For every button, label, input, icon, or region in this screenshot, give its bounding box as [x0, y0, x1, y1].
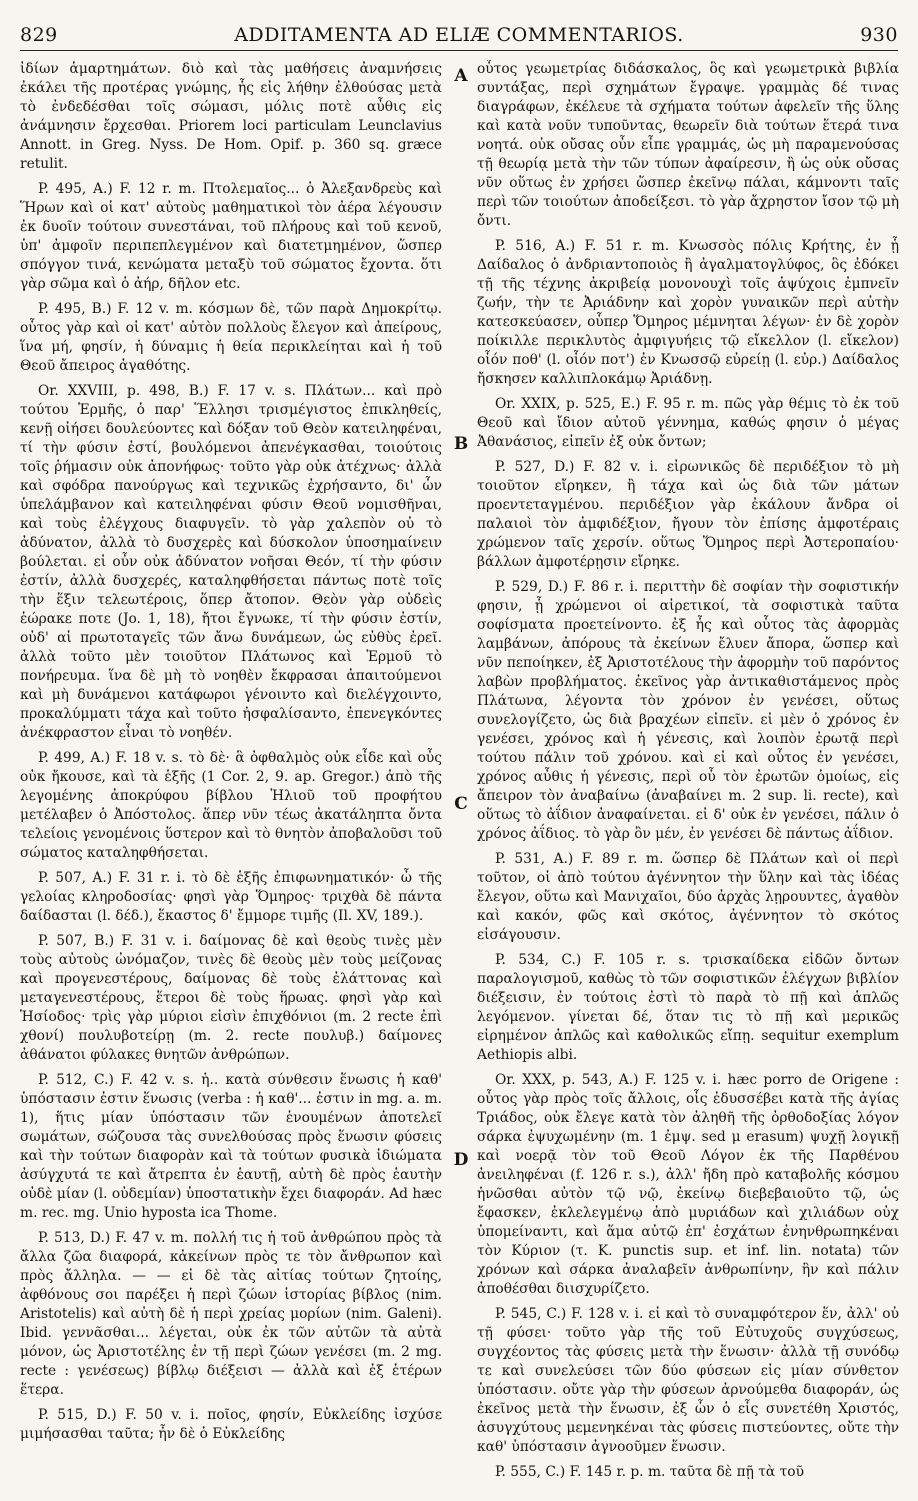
section-letter-d: D [453, 1150, 469, 1170]
paragraph: P. 545, C.) F. 128 v. i. εἰ καὶ τὸ συναμφότερον ἕν, ἀλλ' οὐ τῇ φύσει· τοῦτο γὰρ τῆς τοῦ Εὐτυχοῦς συγχύσεως, συγχέοντος τὰς φύσεις μετὰ τὴν ἕνωσιν· ἀλλὰ τῇ συνόδῳ τε καὶ συνελεύσει τῶν δύο φύσεων εἰς μίαν σύνθετον ὑπόστασιν. οὔτε γὰρ τὴν φύσεων ἀρνούμεθα διαφοράν, ὡς ἐκεῖνος μετὰ τὴν ἕνωσιν, ἐξ ὧν ὁ εἷς συνετέθη Χριστός, ἀσυγχύτους μεμενηκέναι τὰς φύσεις πιστεύοντες, οὔτε τὴν καθ' ὑπόστασιν ἀγνοοῦμεν ἕνωσιν. [477, 1306, 899, 1455]
paragraph: ἰδίων ἁμαρτημάτων. διὸ καὶ τὰς μαθήσεις ἀναμνήσεις ἐκάλει τῆς προτέρας γνώμης, ἧς εἰς λήθην ἐλθούσας μετὰ τὸ ἐνδεδέσθαι τοῖς σώμασι, μόλις ποτὲ αὖθις εἰς ἀνάμνησιν ἔρχεσθαι. Priorem loci particulam Leunclavius Annott. in Greg. Nyss. De Hom. Opif. p. 360 sq. græce retulit. [20, 61, 442, 172]
paragraph: P. 534, C.) F. 105 r. s. τρισκαίδεκα εἰδῶν ὄντων παραλογισμοῦ, καθὼς τὸ τῶν σοφιστικῶν ἐλέγχων βιβλίον διέξεισιν, ἐν τούτοις ἐστὶ τὸ παρὰ τὸ πῇ καὶ ἁπλῶς λεγόμενον. γίνεται δέ, ὅταν τις τὸ πῇ καὶ μερικῶς εἰρημένον ἁπλῶς καὶ καθολικῶς εἴπῃ. sequitur exemplum Aethiopis albi. [477, 952, 899, 1063]
paragraph: Or. XXX, p. 543, A.) F. 125 v. i. hæc porro de Origene : οὗτος γὰρ πρὸς τοῖς ἄλλοις, οἷς ἐδυσσέβει κατὰ τῆς ἁγίας Τριάδος, οὐκ ἔλεγε κατὰ τὸν ἀληθῆ τῆς ὀρθοδοξίας λόγον σάρκα ἐψυχωμένην (m. 1 ἐμψ. sed μ erasum) ψυχῇ λογικῇ καὶ νοερᾷ τὸν τοῦ Θεοῦ Λόγον ἐκ τῆς Παρθένου ἀνειληφέναι (f. 126 r. s.), ἀλλ' ἤδη πρὸ καταβολῆς κόσμου ἡνῶσθαι αὐτὸν τῷ νῷ, ἐκείνῳ διεβεβαιοῦτο τῷ, ὡς ἔφασκεν, ἐκλελεγμένῳ ἀπὸ μυριάδων καὶ χιλιάδων οὐχ ὑπομείναντι, καὶ ἅμα αὐτῷ ἐπ' ἐσχάτων ἐνηνθρωπηκέναι τὸν Κύριον (τ. K. punctis sup. et inf. lin. notata) τῶν χρόνων καὶ σάρκα ἀναλαβεῖν ἀνθρωπίνην, ἣν καὶ πάλιν ἀποθέσθαι διισχυρίζετο. [477, 1072, 899, 1297]
section-letter-b: B [453, 434, 469, 454]
paragraph: P. 531, A.) F. 89 r. m. ὥσπερ δὲ Πλάτων καὶ οἱ περὶ τοῦτον, οἱ ἀπὸ τούτου ἀγέννητον τὴν ὕλην καὶ τὰς ἰδέας ἔλεγον, οὕτω καὶ Μανιχαῖοι, δύο ἀρχὰς λῃρουντες, ἀγαθὸν καὶ κακόν, φῶς καὶ σκότος, ἀγέννητον τὸ σκότος εἰσάγουσιν. [477, 851, 899, 943]
paragraph: P. 529, D.) F. 86 r. i. περιττὴν δὲ σοφίαν τὴν σοφιστικήν φησιν, ᾗ χρώμενοι οἱ αἱρετικοί, τὰ σοφιστικὰ ταῦτα σοφίσματα προετείνοντο. ἐξ ἧς καὶ οὗτος τὰς ἀφορμὰς λαμβάνων, ἀπόρους τὰ ἐκείνων ἔλυεν ἄπορα, ὥσπερ καὶ νῦν πεποίηκεν, ἐξ Ἀριστοτέλους τὴν ἀφορμὴν τοῦ παρόντος λαβὼν προβλήματος. ἐκεῖνος γὰρ ἀντικαθιστάμενος πρὸς Πλάτωνα, λέγοντα τὸν χρόνον ἐν γενέσει, οὕτως συνελογίζετο, ὡς διὰ βραχέων εἰπεῖν. εἰ μὲν ὁ χρόνος ἐν γενέσει, χρόνος καὶ ἡ γένεσις, καὶ λοιπὸν ἐρωτᾷ περὶ τούτου πάλιν τοῦ χρόνου. καὶ εἰ καὶ οὗτος ἐν γενέσει, χρόνος αὖθις ἡ γένεσις, περὶ οὗ τὸν ἐρωτῶν ὁμοίως, εἰς ἄπειρον τὸν ἀναβαίνω (ἀναβαίνει m. 2 sup. li. recte), καὶ οὕτως τὸ ἀΐδιον ἀναφαίνεται. εἰ δ' οὐκ ἐν γενέσει, πάλιν ὁ χρόνος ἀΐδιος. τὸ γὰρ ὂν μέν, ἐν γενέσει δὲ πάντως ἀΐδιον. [477, 579, 899, 842]
paragraph: P. 495, A.) F. 12 r. m. Πτολεμαῖος... ὁ Ἀλεξανδρεὺς καὶ Ἥρων καὶ οἱ κατ' αὐτοὺς μαθηματικοὶ τὸν ἀέρα λέγουσιν ἐκ δυοῖν τούτοιν συνεστάναι, τοῦ πλήρους καὶ τοῦ κενοῦ, ὑπ' ἀμφοῖν περιπεπλεγμένον καὶ διατετμημένον, ὥσπερ σπόγγον τινά, κενώματα μεταξὺ τοῦ σώματος ἔχοντα. ὅτι γὰρ σῶμα καὶ ὁ ἀήρ, δῆλον etc. [20, 181, 442, 292]
paragraph: P. 507, B.) F. 31 v. i. δαίμονας δὲ καὶ θεοὺς τινὲς μὲν τοὺς αὐτοὺς ὠνόμαζον, τινὲς δὲ θεοὺς μὲν τοὺς μείζονας καὶ προγενεστέρους, δαίμονας δὲ τοὺς ἐλάττονας καὶ μεταγενεστέρους, ἕτεροι δὲ τοὺς ἥρωας. φησὶ γὰρ καὶ Ἡσίοδος· τρὶς γὰρ μύριοι εἰσὶν ἐπιχθόνιοι (m. 2 recte ἐπὶ χθονί) πουλυβοτείρῃ (m. 2. recte πουλυβ.) δαίμονες ἀθάνατοι φύλακες θνητῶν ἀνθρώπων. [20, 933, 442, 1063]
section-letter-a: A [454, 66, 468, 86]
paragraph: P. 499, A.) F. 18 v. s. τὸ δὲ· ἃ ὀφθαλμὸς οὐκ εἶδε καὶ οὖς οὐκ ἤκουσε, καὶ τὰ ἑξῆς (1 Cor. 2, 9. ap. Gregor.) ἀπὸ τῆς λεγομένης ἀποκρύφου βίβλου Ἡλιοῦ τοῦ προφήτου μετέλαβεν ὁ Ἀπόστολος. ἅπερ νῦν τέως ἀκατάληπτα ὄντα τελείοις γενομένοις ὕστερον καὶ τὸ θνητὸν ἀποβαλοῦσι τοῦ σώματος καταληφθήσεται. [20, 750, 442, 861]
section-letter-c: C [454, 794, 468, 814]
page-number-left: 829 [20, 24, 58, 46]
paragraph: Or. XXIX, p. 525, E.) F. 95 r. m. πῶς γὰρ θέμις τὸ ἐκ τοῦ Θεοῦ καὶ ἴδιον αὐτοῦ γέννημα, καθώς φησιν ὁ μέγας Ἀθανάσιος, εἰπεῖν ἐξ οὐκ ὄντων; [477, 396, 899, 450]
left-column [20, 60, 442, 1490]
running-header [20, 6, 898, 51]
paragraph: P. 507, A.) F. 31 r. i. τὸ δὲ ἑξῆς ἐπιφωνηματικόν· ὦ τῆς γελοίας κληροδοσίας· φησὶ γὰρ Ὅμηρος· τριχθὰ δὲ πάντα δαίδασται (l. δέδ.), ἕκαστος δ' ἔμμορε τιμῆς (Il. XV, 189.). [20, 870, 442, 924]
paragraph: οὗτος γεωμετρίας διδάσκαλος, ὃς καὶ γεωμετρικὰ βιβλία συντάξας, περὶ σχημάτων ἔγραψε. γραμμὰς δέ τινας διαγράφων, ἐκέλευε τὰ σχήματα τούτων ἀφελεῖν τῆς ὕλης καὶ κατὰ νοῦν τυποῦντας, θεωρεῖν διὰ τούτων ἕτερά τινα νοητά. οὐκ οὔσας οὖν εἶπε γραμμάς, ὡς μὴ παραμενούσας τῇ θεωρίᾳ μετὰ τὴν τῶν τύπων ἀφαίρεσιν, ἢ ὡς οὐκ οὔσας νῦν οὕτως ἐν χρήσει ὥσπερ ἐκεῖνῳ πάλαι, κάμνοντι ταῖς περὶ τῶν τοιούτων ἀποδείξεσι. τὸ γὰρ ἄχρηστον ἴσον τῷ μὴ ὄντι. [477, 61, 899, 229]
paragraph: P. 512, C.) F. 42 v. s. ἡ.. κατὰ σύνθεσιν ἕνωσις ἡ καθ' ὑπόστασιν ἐστιν ἕνωσις (verba : ἡ καθ'... ἐστιν in mg. a. m. 1), ἥτις μίαν ὑπόστασιν τῶν ἑνουμένων ἀποτελεῖ σωμάτων, σώζουσα τὰς συνελθούσας πρὸς ἕνωσιν φύσεις καὶ τὴν τούτων διαφορὰν καὶ τὰ τούτων φυσικὰ ἰδιώματα ἀσύγχυτά τε καὶ ἄτρεπτα ἐν ἑαυτῇ, αὐτὴ δὲ πρὸς ἑαυτὴν οὐδὲ μίαν (l. οὐδεμίαν) ὑποστατικὴν ἔχει διαφοράν. Ad hæc m. rec. mg. Unio hyposta ica Thome. [20, 1072, 442, 1221]
paragraph: P. 516, A.) F. 51 r. m. Κνωσσὸς πόλις Κρήτης, ἐν ᾗ Δαίδαλος ὁ ἀνδριαντοποιὸς ἢ ἀγαλματογλύφος, ὃς ἐδόκει τῇ τῆς τέχνης ἀκριβείᾳ μονονουχὶ τοῖς ἀψύχοις ἐμπνεῖν ζωήν, τὴν τε Ἀριάδνην καὶ χορὸν γυναικῶν περὶ αὐτὴν κατεσκεύασεν, οὗπερ Ὅμηρος μέμνηται λέγων· ἐν δὲ χορὸν ποίκιλλε περικλυτὸς ἀμφιγυήεις τῷ εἴκελλον (l. εἴκελον) οἷόν ποθ' (l. οἷόν ποτ') ἐν Κνωσσῷ εὐρείῃ (l. εὐρ.) Δαίδαλος ἤσκησεν καλλιπλοκάμῳ Ἀριάδνῃ. [477, 238, 899, 387]
paragraph: Or. XXVIII, p. 498, B.) F. 17 v. s. Πλάτων... καὶ πρὸ τούτου Ἑρμῆς, ὁ παρ' Ἕλλησι τρισμέγιστος ἐπικληθείς, κενῇ οἰήσει δουλεύοντες καὶ δόξαν τοῦ Θεὸν κατειληφέναι, τί τὴν φύσιν ἐστί, βουλόμενοι ἀπενέγκασθαι, τοιούτοις τοῖς ῥήμασιν οὐκ ἀπονήφως· τοῦτο γὰρ οὐκ ἀτέχνως· ἀλλὰ καὶ σφόδρα πανούργως καὶ τεχνικῶς ἐχρήσαντο, δι' ὧν ὑπελάμβανον καὶ κατειληφέναι φύσιν Θεοῦ νομισθῆναι, καὶ τοὺς ἐλέγχους διαφυγεῖν. τὸ γὰρ χαλεπὸν οὐ τὸ ἀδύνατον, ἀλλὰ τὸ δυσχερὲς καὶ δύσκολον ὑποσημαίνειν βούλεται. εἰ οὖν οὐκ ἀδύνατον νοῆσαι Θεόν, τί τὴν φύσιν ἐστίν, ἀλλὰ δυσχερές, καταληφθήσεται πάντως ποτὲ τοῖς τὴν ἕξιν τελεωτέροις, ὅπερ ἄτοπον. Θεὸν γὰρ οὐδεὶς ἑώρακε ποτε (Jo. 1, 18), ἤτοι ἔγνωκε, τί τὴν φύσιν ἐστίν, οὐδ' αἱ πρωτοταγεῖς τῶν ἄνω δυνάμεων, ὡς εὐθὺς ἐρεῖ. ἀλλὰ τοῦτο μὲν τοιοῦτον Πλάτωνος καὶ Ἑρμοῦ τὸ πονήρευμα. ἵνα δὲ μὴ τὸ νοηθὲν ἔκφρασαι ἀπαιτούμενοι καὶ μὴ δυνάμενοι κατάφωροι γένοιντο καὶ διελέγχοιντο, προκαλύμματι τάχα καὶ τοῦτο ἠσφαλίσαντο, ἐπενεγκόντες ἀνέκφραστον εἶναι τὸ νοηθέν. [20, 383, 442, 741]
paragraph: P. 555, C.) F. 145 r. p. m. ταῦτα δὲ πῇ τὰ τοῦ [495, 1464, 804, 1480]
paragraph: P. 527, D.) F. 82 v. i. εἰρωνικῶς δὲ περιδέξιον τὸ μὴ τοιοῦτον εἴρηκεν, ἢ τάχα καὶ ὡς διὰ τῶν μάτων προεντεταγμένου. περιδέξιον γὰρ ἐκάλουν ἄνδρα οἱ παλαιοὶ τὸν ἀμφιδέξιον, ἤγουν τὸν ἐπίσης ἀμφοτέραις χρώμενον ταῖς χερσίν. οὕτως Ὅμηρος περὶ Ἀστεροπαίου· βάλλων ἀμφοτέρῃσιν εἴρηκε. [477, 459, 899, 570]
paragraph: P. 513, D.) F. 47 v. m. πολλή τις ἡ τοῦ ἀνθρώπου πρὸς τὰ ἄλλα ζῶα διαφορά, κἀκείνων πρὸς τε τὸν ἄνθρωπον καὶ πρὸς ἄλληλα. — — εἰ δὲ τὰς αἰτίας τούτων ζητοίης, ἀφθόνους σοι παρέξει ἡ περὶ ζώων ἱστορίας βίβλος (nim. Aristotelis) καὶ αὐτὴ δὲ ἡ περὶ χρείας μορίων (nim. Galeni). Ibid. γεννᾶσθαι... λέγεται, οὐκ ἐκ τῶν αὐτῶν τὰ αὐτὰ μόνον, ὡς Ἀριστοτέλης ἐν τῇ περὶ ζώων γενέσει (m. 2 mg. recte : γενέσεως) βίβλῳ διέξεισι — ἀλλὰ καὶ ἐξ ἑτέρων ἕτερα. [20, 1230, 442, 1398]
paragraph: P. 495, B.) F. 12 v. m. κόσμων δὲ, τῶν παρὰ Δημοκρίτῳ. οὗτος γὰρ καὶ οἱ κατ' αὐτὸν πολλοὺς ἔλεγον καὶ ἀπείρους, ἵνα μή, φησίν, ἡ δύναμις ἡ θεία περικλείηται καὶ ἡ τοῦ Θεοῦ ἄπειρος ἀγαθότης. [20, 301, 442, 374]
running-title: ADDITAMENTA AD ELIÆ COMMENTARIOS. [234, 24, 684, 46]
page-number-right: 930 [860, 24, 898, 46]
paragraph: P. 515, D.) F. 50 v. i. ποῖος, φησίν, Εὐκλείδης ἰσχύσε μιμήσασθαι ταῦτα; ἦν δὲ ὁ Εὐκλείδης [20, 1407, 442, 1442]
right-column [477, 60, 899, 1490]
